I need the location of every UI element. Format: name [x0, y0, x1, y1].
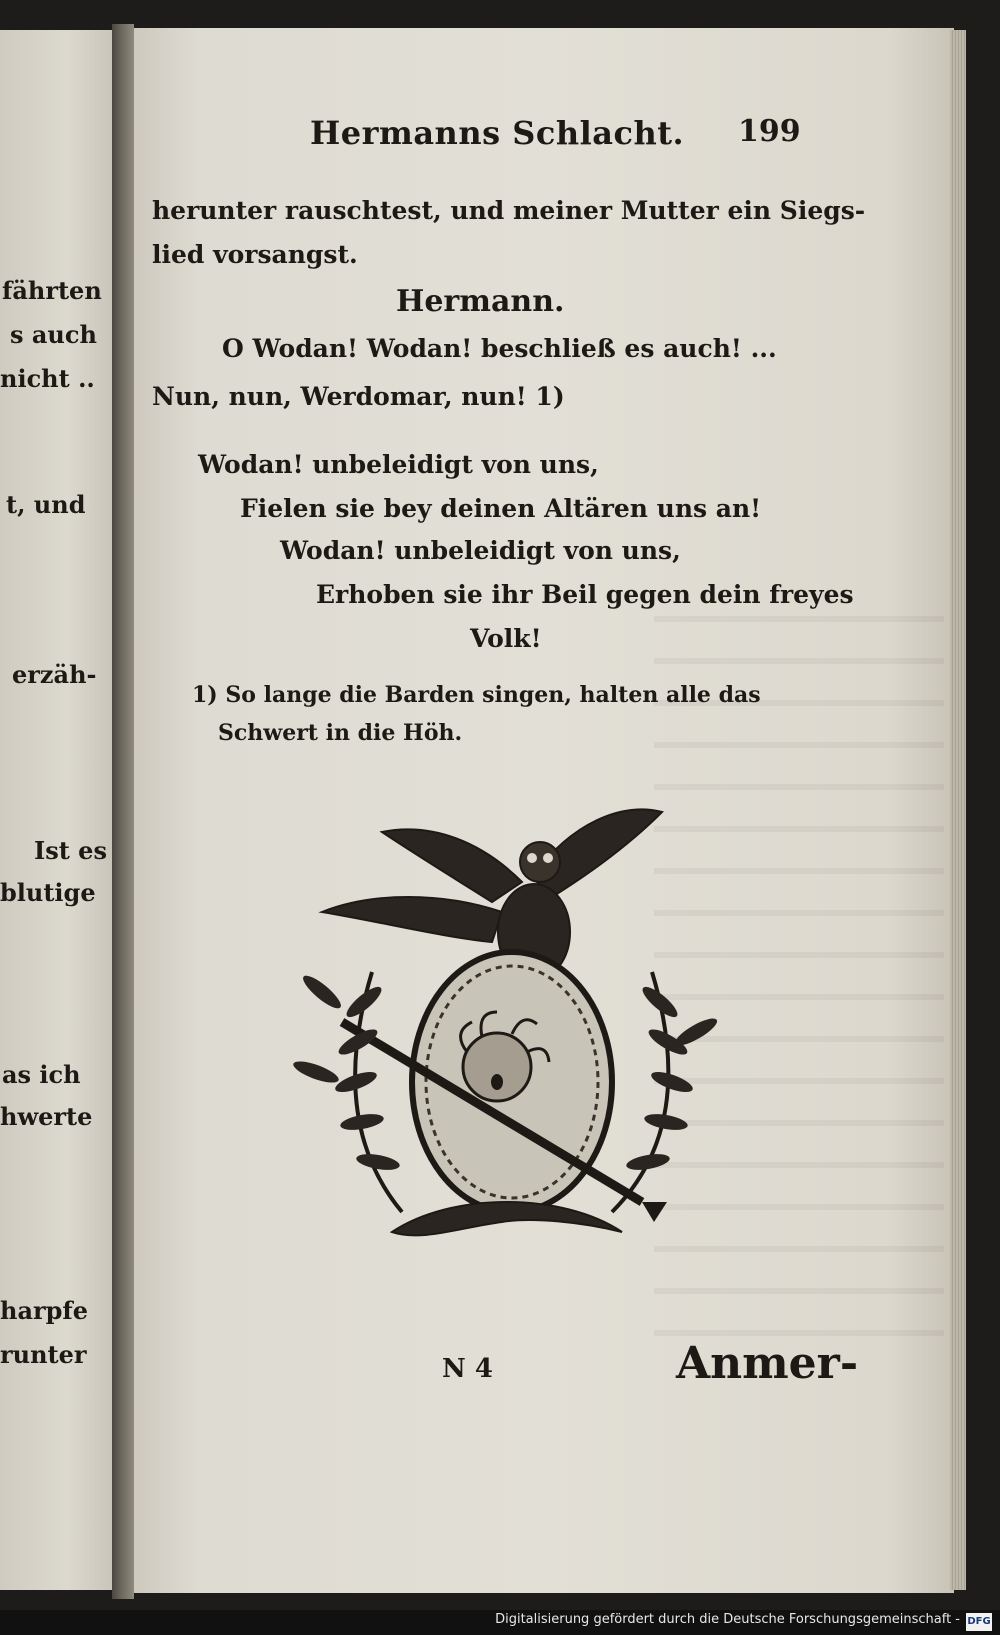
- dfg-logo: DFG: [966, 1613, 992, 1631]
- verse-line: Erhoben sie ihr Beil gegen dein freyes: [316, 580, 854, 609]
- left-fragment-line: fährten: [2, 276, 102, 305]
- left-fragment-line: nicht ..: [0, 364, 95, 393]
- speaker-heading: Hermann.: [396, 284, 565, 319]
- verse-line: Fielen sie bey deinen Altären uns an!: [240, 494, 762, 523]
- verse-line: Volk!: [470, 624, 542, 653]
- left-fragment-line: s auch: [10, 320, 97, 349]
- book-gutter: [112, 24, 134, 1599]
- signature-mark: N 4: [442, 1354, 493, 1384]
- speech-line: Nun, nun, Werdomar, nun! 1): [152, 382, 565, 411]
- digitization-credit: Digitalisierung gefördert durch die Deutsche Forschungsgemeinschaft -: [495, 1612, 960, 1627]
- left-fragment-line: t, und: [6, 490, 86, 519]
- footnote-line: Schwert in die Höh.: [218, 720, 463, 746]
- digitization-footer: [0, 1610, 1000, 1635]
- verse-line: Wodan! unbeleidigt von uns,: [198, 450, 599, 479]
- left-fragment-line: hwerte: [0, 1102, 93, 1131]
- left-page-fragment: [0, 30, 112, 1590]
- verse-line: Wodan! unbeleidigt von uns,: [280, 536, 681, 565]
- footnote-line: 1) So lange die Barden singen, halten alle das: [192, 682, 761, 708]
- running-title: Hermanns Schlacht.: [310, 114, 685, 152]
- left-fragment-line: Ist es: [34, 836, 107, 865]
- page-edge: [950, 30, 966, 1590]
- prose-line: herunter rauschtest, und meiner Mutter ein Siegs-: [152, 196, 866, 225]
- page-number: 199: [738, 114, 801, 149]
- left-fragment-line: blutige: [0, 878, 96, 907]
- catchword: Anmer-: [676, 1338, 859, 1389]
- right-page: [134, 28, 954, 1593]
- owl-shield-laurel-vignette-icon: [282, 792, 722, 1262]
- speech-line: O Wodan! Wodan! beschließ es auch! ...: [222, 334, 777, 363]
- left-fragment-line: as ich: [2, 1060, 81, 1089]
- prose-line: lied vorsangst.: [152, 240, 358, 269]
- left-fragment-line: runter: [0, 1340, 87, 1369]
- left-fragment-line: erzäh-: [12, 660, 97, 689]
- left-fragment-line: harpfe: [0, 1296, 89, 1325]
